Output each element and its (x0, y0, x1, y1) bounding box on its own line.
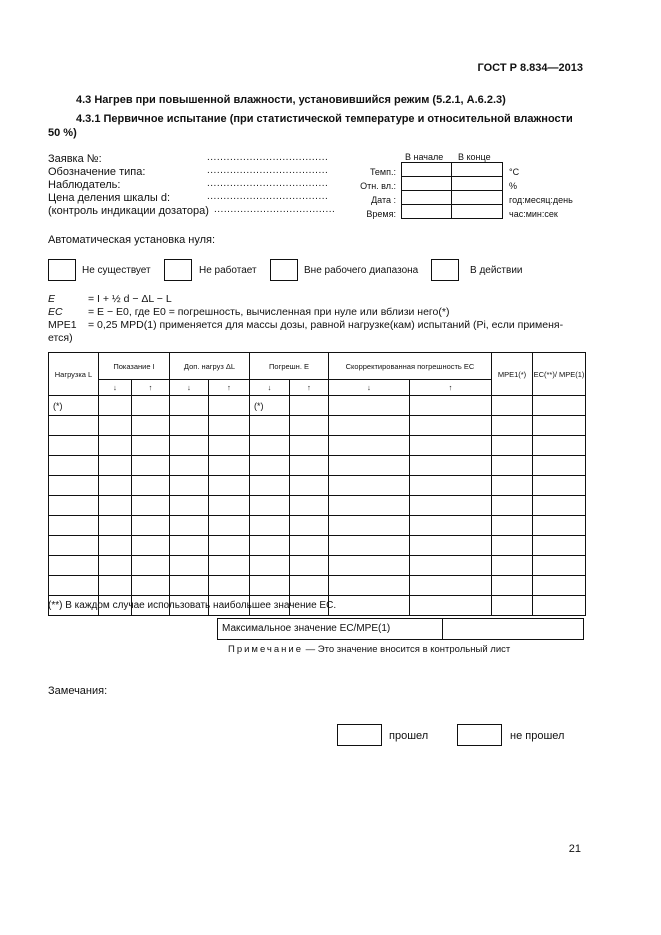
table-cell[interactable] (410, 516, 492, 536)
field-application-label: Заявка №: (48, 153, 102, 165)
table-cell[interactable] (492, 436, 533, 456)
table-cell[interactable] (209, 396, 250, 416)
zero-title: Автоматическая установка нуля: (48, 234, 216, 246)
cond-humidity-unit: % (509, 181, 518, 191)
table-cell[interactable] (209, 476, 250, 496)
table-cell[interactable] (250, 536, 290, 556)
table-cell[interactable] (290, 416, 329, 436)
cond-time-label: Время: (366, 209, 396, 219)
table-cell[interactable] (492, 536, 533, 556)
table-cell[interactable] (492, 496, 533, 516)
table-cell[interactable] (250, 476, 290, 496)
table-cell[interactable] (132, 396, 170, 416)
table-cell[interactable] (410, 476, 492, 496)
table-cell[interactable] (329, 436, 410, 456)
table-cell[interactable] (209, 516, 250, 536)
field-application-dots: ..................................... (207, 152, 329, 163)
table-cell[interactable] (492, 556, 533, 576)
formula-continuation: ется) (48, 332, 73, 344)
checkbox-out-of-range[interactable] (270, 259, 298, 281)
sub-up-arrow: ↑ (132, 380, 170, 396)
option-not-exist: Не существует (82, 265, 151, 276)
table-cell[interactable] (49, 516, 99, 536)
table-cell[interactable] (329, 496, 410, 516)
table-cell[interactable] (99, 556, 132, 576)
table-cell[interactable] (132, 496, 170, 516)
field-type-label: Обозначение типа: (48, 166, 146, 178)
header-load: Нагрузка L (49, 353, 99, 396)
table-cell[interactable] (132, 516, 170, 536)
header-ratio: EC(**)/ МРЕ(1) (533, 353, 586, 396)
table-cell[interactable] (410, 416, 492, 436)
table-row (49, 536, 586, 556)
table-cell[interactable] (132, 416, 170, 436)
passed-checkbox[interactable] (337, 724, 382, 746)
sub-down-arrow: ↓ (329, 380, 410, 396)
table-cell[interactable] (290, 536, 329, 556)
table-cell[interactable] (329, 476, 410, 496)
field-observer-dots: ..................................... (207, 178, 329, 189)
table-row (49, 476, 586, 496)
table-cell[interactable] (170, 416, 209, 436)
conditions-col-end: В конце (458, 152, 491, 162)
note-text: — Это значение вносится в контрольный лист (305, 644, 511, 655)
table-cell[interactable] (533, 416, 586, 436)
table-cell[interactable] (132, 476, 170, 496)
formula-symbol: МРЕ1 (48, 319, 77, 331)
table-cell[interactable] (329, 556, 410, 576)
header-mpe: МРЕ1(*) (492, 353, 533, 396)
table-cell[interactable] (170, 556, 209, 576)
option-active: В действии (470, 265, 523, 276)
sub-down-arrow: ↓ (170, 380, 209, 396)
table-cell[interactable] (49, 536, 99, 556)
table-cell[interactable] (250, 576, 290, 596)
checkbox-active[interactable] (431, 259, 459, 281)
table-cell[interactable] (170, 536, 209, 556)
table-cell[interactable] (290, 516, 329, 536)
table-cell[interactable] (290, 496, 329, 516)
table-cell[interactable] (209, 436, 250, 456)
max-value-label: Максимальное значение EC/МРЕ(1) (222, 623, 391, 634)
footnote: (**) В каждом случае использовать наибольшее значение EC. (48, 600, 337, 611)
cond-humidity-label: Отн. вл.: (360, 181, 396, 191)
table-cell[interactable] (99, 396, 132, 416)
cond-date-label: Дата : (371, 195, 396, 205)
table-cell[interactable] (132, 536, 170, 556)
table-cell[interactable] (329, 596, 410, 616)
table-cell[interactable] (533, 576, 586, 596)
remarks-label: Замечания: (48, 685, 108, 697)
table-cell[interactable] (492, 416, 533, 436)
sub-up-arrow: ↑ (209, 380, 250, 396)
formula-text: = I + ½ d − ΔL − L (88, 293, 172, 305)
table-cell[interactable] (209, 416, 250, 436)
table-cell[interactable] (132, 576, 170, 596)
field-type-dots: ..................................... (207, 165, 329, 176)
table-cell[interactable] (49, 436, 99, 456)
table-row (49, 456, 586, 476)
field-scale-label: Цена деления шкалы d: (48, 192, 170, 204)
option-not-working: Не работает (199, 265, 257, 276)
table-cell[interactable] (410, 596, 492, 616)
cond-divider (401, 204, 503, 205)
table-cell[interactable] (533, 496, 586, 516)
zero-load-mark: (*) (49, 396, 99, 416)
table-cell[interactable] (99, 516, 132, 536)
cond-temp-label: Темп.: (369, 167, 396, 177)
table-row (49, 396, 586, 416)
table-cell[interactable] (49, 416, 99, 436)
field-control-dots: ..................................... (214, 204, 336, 215)
table-cell[interactable] (290, 576, 329, 596)
failed-checkbox[interactable] (457, 724, 502, 746)
table-cell[interactable] (290, 456, 329, 476)
table-cell[interactable] (209, 536, 250, 556)
table-cell[interactable] (250, 416, 290, 436)
standard-header: ГОСТ Р 8.834—2013 (477, 62, 583, 74)
table-cell[interactable] (329, 396, 410, 416)
table-cell[interactable] (533, 396, 586, 416)
conditions-col-start: В начале (405, 152, 444, 162)
checkbox-not-exist[interactable] (48, 259, 76, 281)
table-row (49, 416, 586, 436)
table-cell[interactable] (170, 436, 209, 456)
table-cell[interactable] (250, 456, 290, 476)
field-observer-label: Наблюдатель: (48, 179, 121, 191)
formula-symbol: EC (48, 306, 63, 318)
table-row (49, 436, 586, 456)
table-cell[interactable] (533, 456, 586, 476)
table-cell[interactable] (533, 436, 586, 456)
table-cell[interactable] (492, 456, 533, 476)
table-cell[interactable] (132, 556, 170, 576)
header-corrected-error: Скорректированная погрешность EC (329, 353, 492, 380)
table-cell[interactable] (492, 596, 533, 616)
table-cell[interactable] (533, 516, 586, 536)
sub-up-arrow: ↑ (290, 380, 329, 396)
table-cell[interactable] (209, 496, 250, 516)
header-error: Погрешн. E (250, 353, 329, 380)
table-cell[interactable] (410, 396, 492, 416)
table-cell[interactable] (290, 436, 329, 456)
cond-date-unit: год:месяц:день (509, 195, 573, 205)
sub-up-arrow: ↑ (410, 380, 492, 396)
section-heading: 4.3 Нагрев при повышенной влажности, установившийся режим (5.2.1, А.6.2.3) (76, 94, 506, 106)
table-cell[interactable] (170, 496, 209, 516)
table-cell[interactable] (209, 456, 250, 476)
table-cell[interactable] (99, 496, 132, 516)
table-cell[interactable] (49, 576, 99, 596)
page-number: 21 (568, 843, 581, 855)
cond-divider (401, 190, 503, 191)
table-cell[interactable] (99, 576, 132, 596)
note-prefix: Примечание (228, 644, 303, 655)
cond-divider (401, 176, 503, 177)
table-cell[interactable] (492, 576, 533, 596)
table-cell[interactable] (99, 416, 132, 436)
table-cell[interactable] (170, 516, 209, 536)
formula-symbol: E (48, 293, 56, 305)
max-value-field[interactable] (444, 619, 583, 639)
table-cell[interactable] (329, 456, 410, 476)
table-cell[interactable] (99, 536, 132, 556)
table-cell[interactable] (49, 456, 99, 476)
table-cell[interactable] (49, 556, 99, 576)
table-cell[interactable] (250, 516, 290, 536)
zero-error-mark: (*) (250, 396, 290, 416)
note (228, 644, 510, 655)
results-table (48, 352, 586, 616)
table-cell[interactable] (410, 556, 492, 576)
table-cell[interactable] (410, 496, 492, 516)
table-cell[interactable] (132, 436, 170, 456)
table-cell[interactable] (410, 456, 492, 476)
table-cell[interactable] (533, 536, 586, 556)
table-cell[interactable] (170, 396, 209, 416)
table-cell[interactable] (290, 556, 329, 576)
table-cell[interactable] (410, 576, 492, 596)
failed-label: не прошел (510, 730, 565, 742)
checkbox-not-working[interactable] (164, 259, 192, 281)
table-row (49, 496, 586, 516)
table-cell[interactable] (410, 436, 492, 456)
field-scale-dots: ..................................... (207, 191, 329, 202)
table-row (49, 576, 586, 596)
table-cell[interactable] (492, 476, 533, 496)
max-value-divider (442, 618, 443, 640)
sub-down-arrow: ↓ (250, 380, 290, 396)
option-out-of-range: Вне рабочего диапазона (304, 265, 419, 276)
table-cell[interactable] (410, 536, 492, 556)
formula-text: = E − E0, где E0 = погрешность, вычисленная при нуле или вблизи него(*) (88, 306, 450, 318)
section-subheading: 4.3.1 Первичное испытание (при статистической температуре и относительной влажности 50 %) (48, 113, 573, 139)
table-cell[interactable] (329, 536, 410, 556)
table-cell[interactable] (533, 556, 586, 576)
table-cell[interactable] (170, 576, 209, 596)
field-control-label: (контроль индикации дозатора) (48, 205, 209, 217)
header-add-load: Доп. нагруз ΔL (170, 353, 250, 380)
table-cell[interactable] (99, 436, 132, 456)
table-cell[interactable] (99, 456, 132, 476)
table-cell[interactable] (170, 476, 209, 496)
table-cell[interactable] (99, 476, 132, 496)
sub-down-arrow: ↓ (99, 380, 132, 396)
table-cell[interactable] (250, 436, 290, 456)
passed-label: прошел (389, 730, 429, 742)
table-cell[interactable] (533, 596, 586, 616)
table-cell[interactable] (209, 576, 250, 596)
table-cell[interactable] (49, 496, 99, 516)
table-cell[interactable] (329, 416, 410, 436)
cond-temp-unit: °С (509, 167, 520, 177)
table-row (49, 556, 586, 576)
table-cell[interactable] (209, 556, 250, 576)
table-row (49, 516, 586, 536)
table-cell[interactable] (329, 516, 410, 536)
table-cell[interactable] (290, 476, 329, 496)
table-cell[interactable] (533, 476, 586, 496)
table-cell[interactable] (290, 396, 329, 416)
table-cell[interactable] (250, 496, 290, 516)
table-cell[interactable] (250, 556, 290, 576)
table-cell[interactable] (170, 456, 209, 476)
table-cell[interactable] (492, 396, 533, 416)
table-cell[interactable] (329, 576, 410, 596)
table-cell[interactable] (49, 476, 99, 496)
formula-text: = 0,25 MPD(1) применяется для массы дозы, равной нагрузке(кам) испытаний (Pi, если применя- (88, 319, 564, 331)
header-indication: Показание I (99, 353, 170, 380)
table-cell[interactable] (492, 516, 533, 536)
cond-time-unit: час:мин:сек (509, 209, 558, 219)
table-cell[interactable] (132, 456, 170, 476)
